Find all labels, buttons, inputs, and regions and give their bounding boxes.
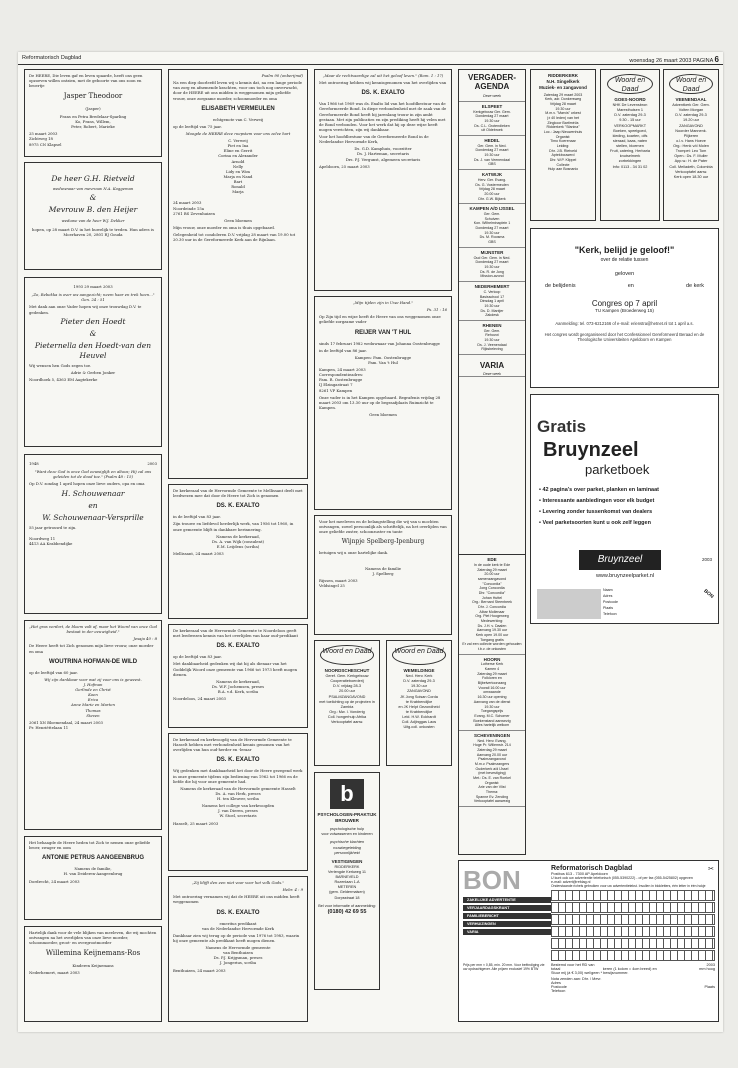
reformatorisch-dagblad-advert-bon: BON ZAKELIJKE ADVERTENTIE VERJAARDAGSKRANT FAMILIEBERICHT VERHUIZINGEN VARIA Prijs per mm × 0,85, min. 20 mm. Voor beëindiging zie uw opdrachtgever. Alle prijzen exclusief 19% BTW Reformatorisch Dagblad Postbus 613 - 7300 AP Apeldoorn U kunt ook uw advertentie telefonisch (055-5390222) - of per fax (055-5425802) opgeven e-mail: advert@refdag.nl Onderstaande richels gebruiken voor uw advertentietekst. Invullen in blokletters, één letter in één hokje Bestemd voor het RD van 2003 totaal keren (1 kolom = 4cm breed) en mm hoog Stuur mij (à € 3,00) wel/geen * bewijsnummer. Nota zenden aan: Dhr. / Mevr. Adres Postcode Plaats Telefoon ✂ <box>458 860 719 1022</box>
death-notice-aangeenbrug: Het behaagde de Heere heden tot Zich te nemen onze geliefde broer, zwager en oom ANTONIE PETRUS AANGEENBRUG Namens de familie, H. van Deideren-Aangeenbrug Dordrecht, 24 maart 2003 <box>24 836 162 920</box>
brouwer-logo-icon: b <box>330 779 364 809</box>
anniversary-announcement-2: 1948 2003 "Want deze God is onze God eeuwiglijk en altoos; Hij zal ons geleiden tot de dood toe." (Psalm 48 : 15) Op D.V. zondag 1 april hopen onze lieve ouders, opa en oma H. Schouwenaar en W. Schouwenaar-Versprille 55 jaar getrouwd te zijn. Noordweg 11 4413 AA Krabbendijke <box>24 454 162 614</box>
birth-announcement: De HEERE, Die leven gaf en leven spaarde, heeft ons geen opzoeven willen ontzien, met de geboorte van ons zoon en broertje Jasper Theodoor (Jasper) Frans en Petra Bredelaar-Sparling Ko, Frans, Willem, Peter, Robert, Marieke 25 maart 2003 Zichtweg 18 8975 CN Klapsel <box>24 69 162 157</box>
newspaper-page <box>18 52 723 1032</box>
woord-daad-logo: Woord en Daad <box>392 645 446 665</box>
bruynzeel-url[interactable]: www.bruynzeelparket.nl <box>595 573 655 579</box>
advert-text-grid[interactable] <box>551 890 715 961</box>
varia-item: HOORN Lutherse Kerk Kamen 4 Zaterdag 29 maart Folkloren en Bijbelvertoonzang Voorall 16.00 uur omwaande 16.30 uur opening Aanvang van de dienst 19.30 uur Toegangsprijs Evang. M.C. Schomer Boekenstand aanwezig Alles hartelijk welkom <box>459 655 525 731</box>
varia-agenda <box>458 555 526 855</box>
death-notice-exalto-noordeloos: De kerkeraad van de Hervormde Gemeente te Noordeloos geeft met leedwezen kennis van het overlijden van haar oud-predikant DS. K. EXALTO op de leeftijd van 83 jaar. Met dankbaarheid gedenken wij dat hij als dienaar van het Goddelijk Woord onze gemeente van 1966 tot 1973 heeft mogen dienen. Namens de kerkeraad, Ds. W.F. Jochemsen, preses B.A. v.d. Kerk, scriba Noordeloos, 24 maart 2003 <box>168 624 308 728</box>
agenda-item: KAMPEN A/D IJSSEL Ger. Gem. Schuiven Kon. Wilhelminaplein 1 Donderdag 27 maart 19.30 uur Ds. M. Roosma GBS <box>459 204 525 248</box>
page-header <box>18 52 723 65</box>
agenda-item: MIJNSTER Oud Ger. Gem. in Ned. Donderdag 27 maart 19.30 uur Ds. R. de Jong Mission-avond <box>459 248 525 282</box>
agenda-item: NEDERHEMERT C. Verloop Basisschool 17 Dinsdag 1 april 19.30 uur Ds. D. Mantjer Zakdesk <box>459 282 525 321</box>
thanks-notice-spelberg: Voor het meeleven en de belangstelling die wij van u mochten ontvangen, zowel persoonlijk als schriftelijk, na het overlijden van onze geliefde zuster, schoonzuster en tante Wijnpje Spelberg-Ipenburg betuigen wij u onze hartelijke dank. Namens de familie J. Spelberg Rijssen, maart 2003 Veldsingel 25 <box>314 515 452 635</box>
ad-woord-daad-veenendaal: Woord en Daad VEENENDAAL Adventkerk Ger. Gem. Volten Morgan D.V. zaterdag 29-3 19.20 uur ZANGAVOND Noorder Mannenk. Plijkeren o.l.v. Hans Hoeve Org.: Henk v/d Molen Trompet: Leo Tom Open.: Ds. F. Muller App.w.: H. de Pater Coll. Meiladeth, Colombia Verkooptafel aanw. Kerk open 18.30 uur <box>663 69 719 221</box>
woord-daad-logo: Woord en Daad <box>607 74 653 94</box>
agenda-item: HEDEL Ger. Gem. in Ned. Donderdag 27 maart 19.30 uur Ds. J. van Veenendaal GBS <box>459 136 525 170</box>
varia-item: EDE In de oude kerk te Ede Zaterdag 29 maart 20.00 uur samenzangavond "Concordia" Jong Concordia Dhr. "Concordia" Johan Huttel Org.: Bernard Steenbeek Dhr. J. Concordia Albar Mollenaar Org. Piet Hoogerweg Medewerking: Ds. J.H. v. Daalen Aanvang 19.30 uur Kerk open 19.00 uur Toegang gratis Er zal een collecte worden gehouden t.b.v. de onkosten <box>459 555 525 655</box>
woord-daad-logo: Woord en Daad <box>669 74 713 94</box>
agenda-item: KATWIJK Herv. Ger. Evang. Ds. G. Vostermeulen Vrijdag 28 maart 20.00 uur Dhr. G.W. Bijkerk <box>459 170 525 204</box>
vergader-agenda: VERGADER-AGENDA Deze week ELSPEET Kerkgebouw Ger. Gem. Donderdag 27 maart 19.30 uur Ds. C.L. Grotendieken uit Oldebroek HEDEL Ger. Gem. in Ned. Donderdag 27 maart 19.30 uur Ds. J. van Veenendaal GBS KATWIJK Herv. Ger. Evang. Ds. G. Vostermeulen Vrijdag 28 maart 20.00 uur Dhr. G.W. Bijkerk KAMPEN A/D IJSSEL Ger. Gem. Schuiven Kon. Wilhelminaplein 1 Donderdag 27 maart 19.30 uur Ds. M. Roosma GBS MIJNSTER Oud Ger. Gem. in Ned. Donderdag 27 maart 19.30 uur Ds. R. de Jong Mission-avond NEDERHEMERT C. Verloop Basisschool 17 Dinsdag 1 april 19.30 uur Ds. D. Mantjer Zakdesk RHENEN Ger. Gem. Rehovot 19.30 uur Ds. J. Veenendaal Rijksbeleving VARIA Deze week <box>458 69 526 555</box>
ad-psychologen-brouwer: b PSYCHOLOGEN-PRAKTIJK BROUWER psychologische hulp voor volwassenen en kinderen psychische klachten rouwbegeleiding persoonlijkheid VESTIGINGEN RIDDERKERK Verlengde Kerkweg 11 BARNEVELD Rozenlaan 1-A METEREN (gem. Geldermalsen) Dorpsstraat 18 Bel voor informatie of aanmelding: (0180) 42 69 55 <box>314 772 380 990</box>
bruynzeel-logo: Bruynzeel <box>579 550 661 570</box>
agenda-item: ELSPEET Kerkgebouw Ger. Gem. Donderdag 27 maart 19.30 uur Ds. C.L. Grotendieken uit Oldebroek <box>459 102 525 136</box>
death-notice-exalto-hasselt: De kerkeraad en kerkvoogdij van de Hervormde Gemeente te Hasselt hebben met verbondenheid kennis genomen van het overlijden van hun oud-herder en -leraar DS. K. EXALTO Wij gedenken met dankbaarheid het door de Heere gezegend werk in onze gemeente tijdens zijn bediening van 1962 tot 1966 en de liefde die hij voor onze gemeente had. Namens de kerkeraad van de Hervormde gemeente Hasselt Ds. A. van Herk, preses H. ten Kleuver, scriba Namens het college van kerkvoogden J. van Dieren, preses W. Stoel, secretaris Hasselt, 25 maart 2003 <box>168 733 308 871</box>
death-notice-hofman: „Het gras verdort, de bloem valt af, maar het Woord van onze God bestaat in der eeuwigheid." Jesaja 40 : 8 De Heere heeft tot Zich genomen mijn lieve vrouw, onze moeder en oma WOUTRINA HOFMAN-DE WILD op de leeftijd van 60 jaar. Wij zijn dankbaar voor wat zij voor ons is geweest. J. Hofman Gerlinde en Christ Koen Erica Anne Marie en Marten Thomas Steven 2061 XN Bloemendaal, 24 maart 2003 Pr. Henriëttelaan 11 <box>24 620 162 830</box>
ad-woord-daad-goes-noord: Woord en Daad GOES-NOORD NHK De Levensbron Maresthuisen 1 D.V. zaterdag 29-3 9.30 - 15 uur VERKOOPMARKT Boeken, speelgoed, kleding, koarten, olfs sieraad, kaas, naten stellen, bloemen Fruit, catering, Herbaria knutselmerk zorbekkingen Info: 0113 - 34 31 02 <box>600 69 660 221</box>
ad-woord-daad-noordscheschut: Woord en Daad NOORDSCHESCHUT Geref. Gem. Kerkgebouw Cooperatieboerderij D.V. vrijdag 28-3 20.00 uur PSALMZANGAVOND met toelichting op de projecten in Zambia Org.: Mw. I. Vonderig Coll. hongerhulp Afrika Verkooptafel aanw. <box>314 640 380 766</box>
varia-item: SCHEVENINGEN Ned. Herv. Evang. Hoge Pr. Willemstr. 214 Zaterdag 29 maart Aanvang 20.00 uur Psalmzangavond M.m.v. Psalmzangers Ouderkerk a/d IJssel (met bevestiging) Met.: Ds. E. van Roekel Organist: Arie van der Vlist Thema: Spanne Ev. Zending Verkooptafel aanwezig <box>459 731 525 807</box>
bruynzeel-coupon[interactable]: Naam Adres Postcode Plaats Telefoon <box>603 588 618 616</box>
page-date: woensdag 26 maart 2003 PAGINA 6 <box>629 55 719 64</box>
ad-ridderkerk-muziekavond: RIDDERKERK N.H. Singelkerk Muziek- en zangavond Zaterdag 29 maart 2003 Kerk, adr. Donkersweg Vrijdag 28 maart 19.30 uur M.m.v. "Marvis" orkest (± 40 leden) van het Zingkoor Bartiméüs Ridderkerk "Sfanina" Loc.: Jaap Nieuwenhuis Organist: Timo Koerenaar Leiding: Dhr. J.B. Rietveld Aptekbouwerd Dhr. W.P. Klippel Collecte Hulp aan Bosnanio <box>530 69 596 221</box>
death-notice-exalto-mellissant: De kerkeraad van de Hervormde Gemeente te Mellissant deelt met leedwezen mee dat door de Heere tot Zich is genomen DS. K. EXALTO in de leeftijd van 83 jaar. Zijn trouwe en liefdevol herderlijk werk, van 1956 tot 1960, in onze gemeente blijft in dankbare herinnering. Namens de kerkeraad, Ds. A. van Wijk (consulent) E.M. Leijdens (scriba) Mellissant, 24 maart 2003 <box>168 484 308 619</box>
woord-daad-logo: Woord en Daad <box>320 645 374 665</box>
agenda-item: RHENEN Ger. Gem. Rehovot 19.30 uur Ds. J. Veenendaal Rijksbeleving <box>459 321 525 355</box>
bon-category[interactable]: ZAKELIJKE ADVERTENTIE <box>463 897 551 903</box>
death-notice-van-t-hul: „Mijn tijden zijn in Uwe Hand." Ps. 31 : 16 Op Zijn tijd en wijze heeft de Heere van ons weggenomen onze geliefde zorgzame vader REIJER VAN 'T HUL sinds 17 februari 1982 weduwnaar van Johanna Oostenbrugge in de leeftijd van 86 jaar. Kampen: Fam. Oostenbrugge Fam. Van 't Hul Kampen, 24 maart 2003 Correspondentieadres: Fam. R. Oostenbrugge IJ Elzingastraat 7 8261 VP Kampen Onze vader is in het Kampen opgebaard. Begrafenis vrijdag 28 maart 2003 om 13.30 uur op de begraafplaats Ruimzicht te Kampen. Geen bloemen <box>314 296 452 510</box>
thanks-notice-keijnemans: Hartelijk dank voor de vele blijken van meeleven, die wij mochten ontvangen na het overlijden van onze lieve moeder, schoonmoeder, groot- en overgrootmoeder Willemina Keijnemans-Ros Kinderen Keijnemans Nederhemert, maart 2003 <box>24 926 162 1022</box>
bon-category[interactable]: VERHUIZINGEN <box>463 921 551 927</box>
parketboek-photo <box>537 589 601 619</box>
bon-category[interactable]: FAMILIEBERICHT <box>463 913 551 919</box>
death-notice-vermeulen: Psalm 90 (onberijmd) Na een diep doorleefd leven wij u kennis dat, na een lange periode van zorg en afnemende krachten, voor ons toch nog onverwacht, door de HEERE uit ons midden is weggenomen mijn geliefde vrouw, onze zorgzame moeder, schoonmoeder en oma ELISABETH VERMEULEN echtgenote van C. Verweij op de leeftijd van 75 jaar. Moogde de HEERE deze roepstem voor ons zelve hart C. Verweij Piet en Ina Eline en Gerrit Corina en Alexander Arnold Nelly Lidy en Wim Marja en Nand Bart Ronald Marja 24 maart 2003 Noordeinde 15a 2761 BS Zevenhuizen Geen bloemen Mijn vrouw, onze moeder en oma is thuis opgebaard. Gelegenheid tot condoleren D.V. vrijdag 28 maart van 19.00 tot 20.30 uur in de Gereformeerde Kerk aan de Rijnlaan. <box>168 69 308 479</box>
ad-woord-daad-wemeldinge: Woord en Daad WEMELDINGE Ned. Herv. Kerk D.V. zaterdag 29-3 19.30 uur ZANGAVOND JK Jong Soisan Corda te Krabbendijke en JK Helpt Gezondheid te Krabbendijke Leid. H.W. Eckhardt Coll. Adjinggas Laos Uitg.coll. onkosten <box>386 640 452 766</box>
bon-category[interactable]: VERJAARDAGSKRANT <box>463 905 551 911</box>
wedding-announcement: De heer G.H. Rietveld weduwnaar van mevrouw N.A. Koggeman & Mevrouw B. den Heijer weduwe van de heer W.J. Dekker hopen, op 28 maart D.V. in het huwelijk te treden. Hun adres is Moerhaven 20, 2801 RJ Gouda <box>24 162 162 270</box>
ad-congres-kerk-belijd: "Kerk, belijd je geloof!" over de relatie tussen geloven de belijdenis en de kerk Congres op 7 april TU Kampen (Broederweg 15) Aanmelding: tel. 073-6212166 of e-mail: erienstra@hetnet.nl tot 1 april a.s. Het congres wordt georganiseerd door het Confessioneel Gereformeerd Beraad en de Theologische Universiteiten Apeldoorn en Kampen <box>530 228 719 388</box>
death-notice-exalto-benthuizen: „Zij blijft den een niet voor voor het volk Gods." Hebr. 4 : 9 Met ontroering vernamen wij dat de HEERE uit ons midden heeft weggenomen DS. K. EXALTO emeritus predikant van de Nederlandse Hervormde Kerk Dankbaar zien wij terug op de periode van 1976 tot 1983, waarin hij onze gemeente als predikant heeft mogen dienen. Namens de Hervormde gemeente van Benthuizen Ds. P.J. Krijgsman, preses J. Jongerius, scriba Benthuizen, 24 maart 2003 <box>168 876 308 1022</box>
anniversary-announcement: 1993 29 maart 2003 „Zo, Rebekka is over uw aangezicht; neem haar en trek heen..." Gen. 24 : 51 Met dank aan onze Vader hopen wij onze trouwdag D.V. te gedenken. Pieter den Hoedt & Pieternella den Hoedt-van den Heuvel Wij wensen hen Gods zegen toe. Adrie & Gerben Jonker Noordhoek 5, 4363 EM Aagtekerke <box>24 277 162 447</box>
death-notice-exalto-gb: „Maar de rechtvaardige zal uit het geloof leven." (Rom. 1 : 17) Met ontroering hebben wij kennisgenomen van het overlijden van DS. K. EXALTO Van 1966 tot 1969 was ds. Exalto lid van het hoofdbestuur van de Gereformeerde Bond. In diepe verbondenheid met de zaak van de Gereformeerde Bond heeft hij jarenlang trouw in zijn ambt gestaan. Met zijn publicaties en zijn prediking heeft hij velen met de Bond verbonden. Voor het werk dat hij op deze wijze heeft mogen verrichten, zijn wij dankbaar. Voor het hoofdbestuur van de Gereformeerde Bond in de Nederlandse Hervormde Kerk, Ds. G.D. Kamphuis, voorzitter Ds. J. Harteman, secretaris Drs. P.J. Vergunst, algemeen secretaris Apeldoorn, 25 maart 2003 <box>314 69 452 291</box>
page-number: 6 <box>714 55 719 64</box>
scissors-icon: ✂ <box>708 866 714 873</box>
bon-category[interactable]: VARIA <box>463 929 551 935</box>
ad-bruynzeel-parketboek: Gratis Bruynzeel parketboek • 42 pagina's over parket, planken en laminaat • Interessante aanbiedingen voor elk budget • Levering zonder tussenkomst van dealers • Veel parketsoorten kunt u ook zelf leggen Bruynzeel www.bruynzeelparket.nl 2003 Naam Adres Postcode Plaats Telefoon BON <box>530 394 719 624</box>
bon-form-fields[interactable]: Bestemd voor het RD van 2003 totaal keren (1 kolom = 4cm breed) en mm hoog Stuur mij (à € 3,00) wel/geen * bewijsnummer. Nota zenden aan: Dhr. / Mevr. Adres Postcode Plaats Telefoon <box>551 963 715 993</box>
paper-name: Reformatorisch Dagblad <box>22 55 82 61</box>
